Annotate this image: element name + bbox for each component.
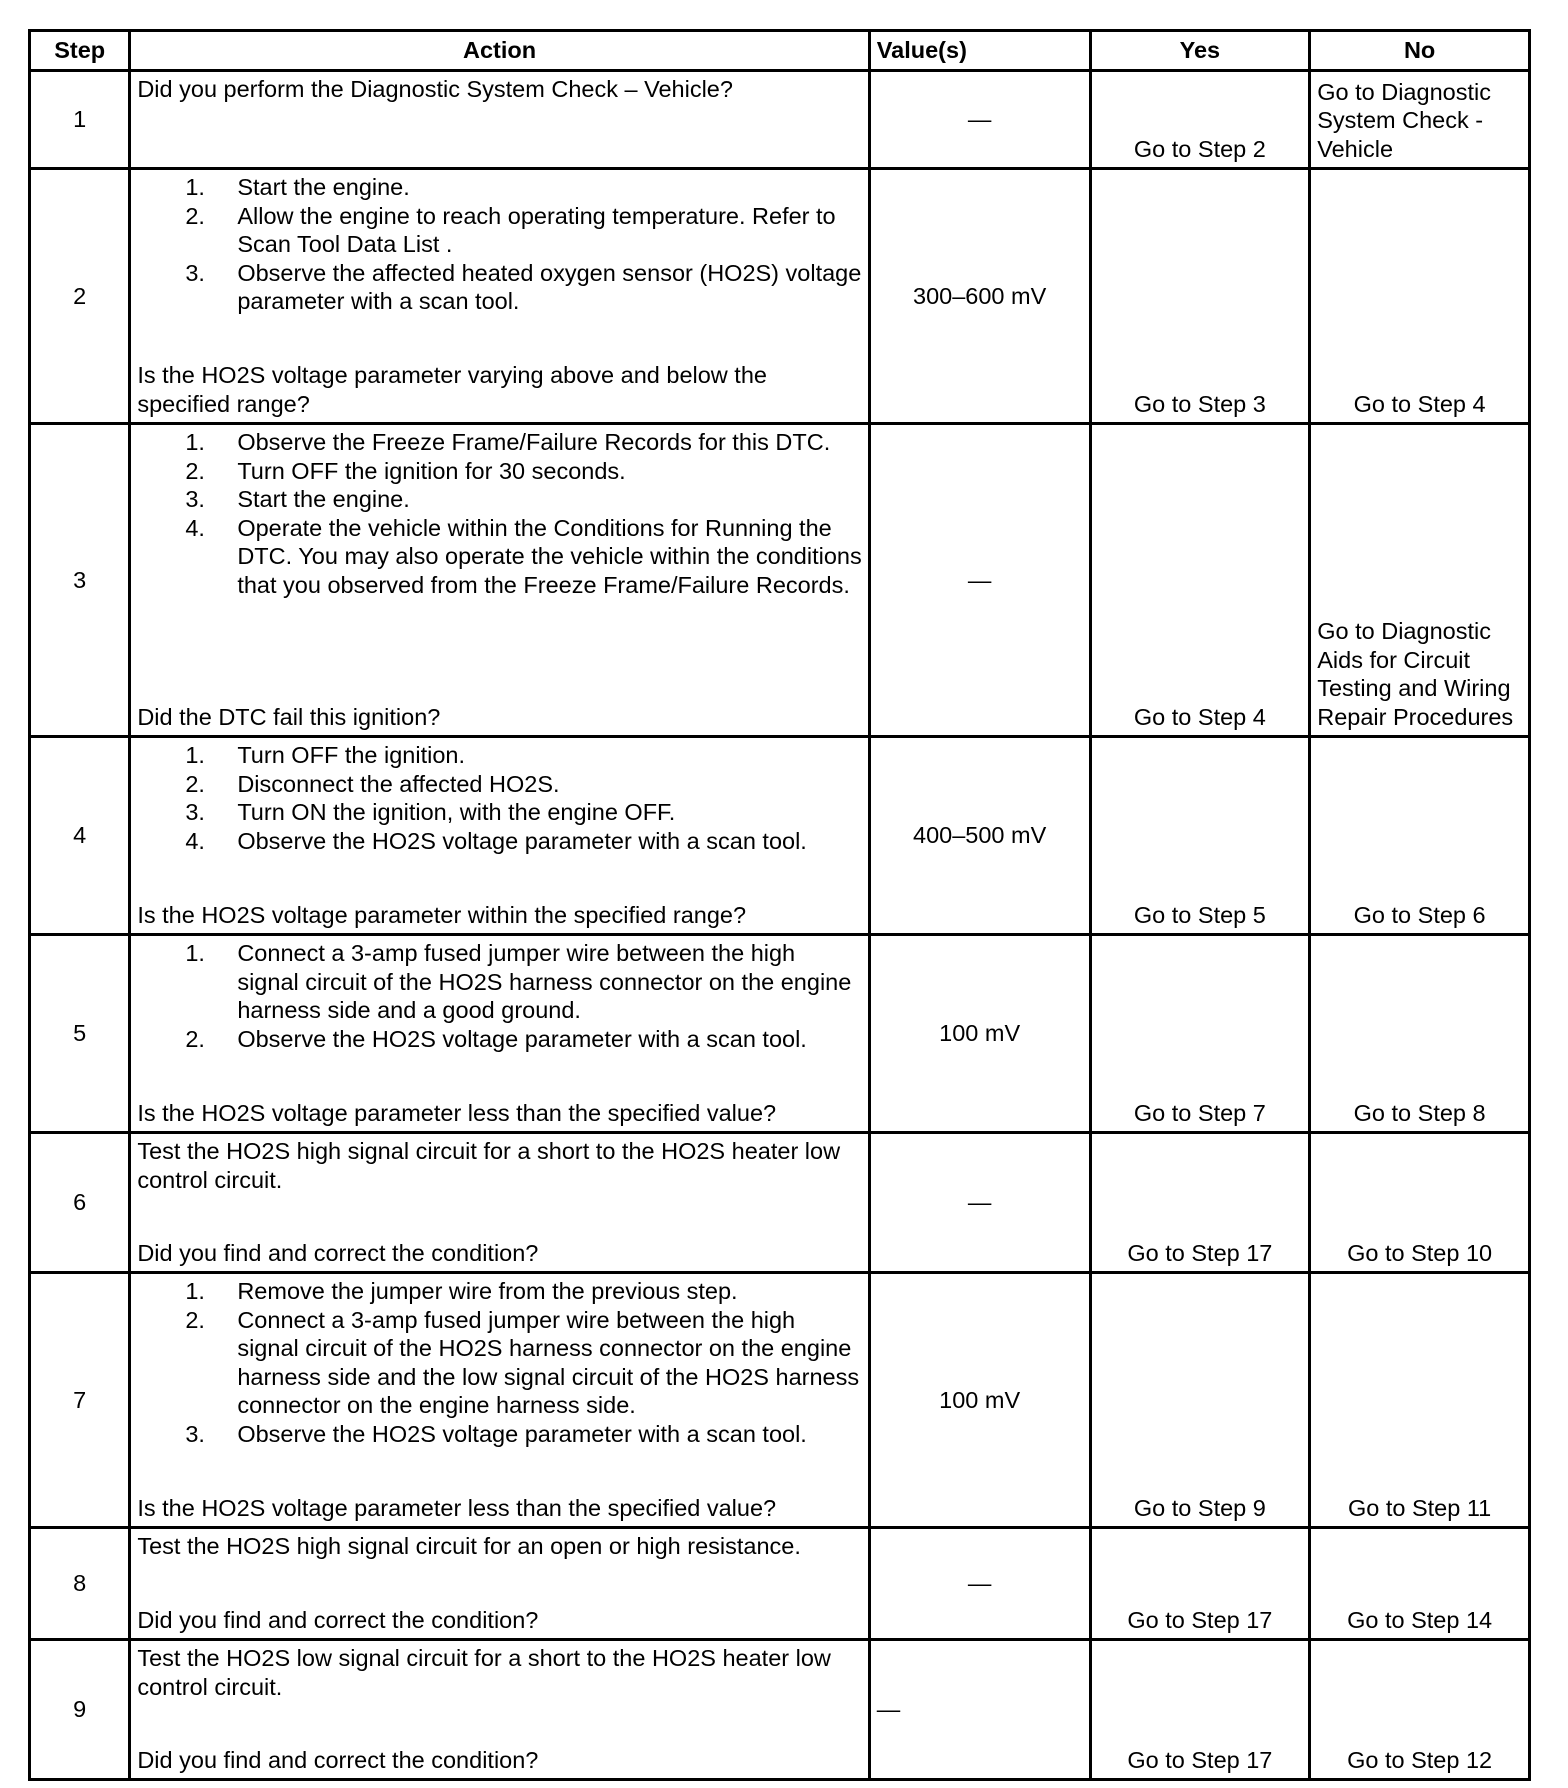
table-row	[30, 169, 1530, 424]
yes-cell: Go to Step 17	[1090, 1640, 1310, 1780]
header-values: Value(s)	[869, 31, 1090, 71]
action-steps	[137, 1277, 861, 1448]
action-cell	[130, 1640, 869, 1780]
yes-cell: Go to Step 5	[1090, 737, 1310, 935]
action-question: Is the HO2S voltage parameter less than the specified value?	[137, 1099, 777, 1126]
action-text: Did you perform the Diagnostic System Check – Vehicle?	[137, 76, 733, 102]
yes-cell: Go to Step 17	[1090, 1528, 1310, 1640]
diagnostic-table	[28, 29, 1531, 1781]
no-cell: Go to Diagnostic Aids for Circuit Testing and Wiring Repair Procedures	[1310, 424, 1530, 737]
value-cell: —	[869, 71, 1090, 169]
yes-cell: Go to Step 3	[1090, 169, 1310, 424]
step-number: 5	[30, 935, 130, 1133]
action-question: Did you find and correct the condition?	[137, 1239, 539, 1266]
action-steps	[137, 741, 861, 855]
action-step: 1. Start the engine.	[185, 174, 410, 200]
no-cell: Go to Step 6	[1310, 737, 1530, 935]
no-cell: Go to Step 14	[1310, 1528, 1530, 1640]
value-cell: 300–600 mV	[869, 169, 1090, 424]
action-steps	[137, 939, 861, 1053]
value-cell: —	[869, 1640, 1090, 1780]
action-cell	[130, 935, 869, 1133]
table-row	[30, 1133, 1530, 1273]
action-step: 1. Connect a 3-amp fused jumper wire between the high signal circuit of the HO2S harness connector on the engine harness side and a good ground.	[185, 940, 852, 1023]
step-number: 1	[30, 71, 130, 169]
header-no: No	[1310, 31, 1530, 71]
step-number: 7	[30, 1273, 130, 1528]
table-row	[30, 1528, 1530, 1640]
action-step: 3. Observe the HO2S voltage parameter with a scan tool.	[185, 1420, 807, 1447]
table-row	[30, 935, 1530, 1133]
action-text: Test the HO2S low signal circuit for a short to the HO2S heater low control circuit.	[137, 1645, 831, 1700]
action-cell	[130, 1273, 869, 1528]
value-cell: 400–500 mV	[869, 737, 1090, 935]
step-number: 9	[30, 1640, 130, 1780]
action-step: 4. Observe the HO2S voltage parameter with a scan tool.	[185, 827, 807, 854]
value-cell: 100 mV	[869, 935, 1090, 1133]
action-cell	[130, 1528, 869, 1640]
action-steps	[137, 173, 861, 316]
yes-cell: Go to Step 7	[1090, 935, 1310, 1133]
action-question: Did you find and correct the condition?	[137, 1606, 539, 1633]
table-row	[30, 1640, 1530, 1780]
no-cell: Go to Step 10	[1310, 1133, 1530, 1273]
action-step: 2. Observe the HO2S voltage parameter with a scan tool.	[185, 1025, 807, 1052]
action-step: 1. Turn OFF the ignition.	[185, 742, 466, 768]
action-step: 2. Disconnect the affected HO2S.	[185, 770, 560, 797]
action-text: Test the HO2S high signal circuit for a short to the HO2S heater low control circuit.	[137, 1138, 841, 1193]
table-row	[30, 424, 1530, 737]
action-question: Did the DTC fail this ignition?	[137, 703, 441, 730]
no-cell: Go to Diagnostic System Check - Vehicle	[1310, 71, 1530, 169]
step-number: 4	[30, 737, 130, 935]
table-row	[30, 1273, 1530, 1528]
action-cell	[130, 71, 869, 169]
action-step: 2. Allow the engine to reach operating temperature. Refer to Scan Tool Data List .	[185, 202, 836, 257]
action-step: 2. Connect a 3-amp fused jumper wire between the high signal circuit of the HO2S harness connector on the engine harness side and the low signal circuit of the HO2S harness connector on the engine harness side.	[185, 1306, 860, 1418]
action-step: 3. Start the engine.	[185, 486, 410, 512]
step-number: 3	[30, 424, 130, 737]
action-text: Test the HO2S high signal circuit for an open or high resistance.	[137, 1533, 801, 1559]
header-yes: Yes	[1090, 31, 1310, 71]
yes-cell: Go to Step 17	[1090, 1133, 1310, 1273]
value-cell: —	[869, 424, 1090, 737]
table-row	[30, 737, 1530, 935]
action-cell	[130, 169, 869, 424]
action-cell	[130, 737, 869, 935]
table-row	[30, 71, 1530, 169]
action-step: 3. Observe the affected heated oxygen sensor (HO2S) voltage parameter with a scan tool.	[185, 259, 862, 314]
action-step: 2. Turn OFF the ignition for 30 seconds.	[185, 457, 626, 484]
action-question: Is the HO2S voltage parameter within the specified range?	[137, 901, 747, 928]
action-step: 3. Turn ON the ignition, with the engine OFF.	[185, 799, 676, 825]
step-number: 2	[30, 169, 130, 424]
value-cell: —	[869, 1528, 1090, 1640]
action-cell	[130, 424, 869, 737]
action-step: 1. Remove the jumper wire from the previous step.	[185, 1278, 738, 1304]
action-cell	[130, 1133, 869, 1273]
no-cell: Go to Step 12	[1310, 1640, 1530, 1780]
action-question: Is the HO2S voltage parameter less than the specified value?	[137, 1494, 777, 1521]
action-step: 1. Observe the Freeze Frame/Failure Records for this DTC.	[185, 429, 831, 455]
action-steps	[137, 428, 861, 599]
action-question: Is the HO2S voltage parameter varying above and below the specified range?	[137, 362, 767, 417]
yes-cell: Go to Step 2	[1090, 71, 1310, 169]
step-number: 8	[30, 1528, 130, 1640]
action-step: 4. Operate the vehicle within the Conditions for Running the DTC. You may also operate the vehicle within the conditions that you observed from the Freeze Frame/Failure Records.	[185, 514, 862, 598]
header-row	[30, 31, 1530, 71]
header-action: Action	[130, 31, 869, 71]
value-cell: —	[869, 1133, 1090, 1273]
step-number: 6	[30, 1133, 130, 1273]
no-cell: Go to Step 4	[1310, 169, 1530, 424]
no-cell: Go to Step 11	[1310, 1273, 1530, 1528]
yes-cell: Go to Step 4	[1090, 424, 1310, 737]
yes-cell: Go to Step 9	[1090, 1273, 1310, 1528]
action-question: Did you find and correct the condition?	[137, 1746, 539, 1773]
value-cell: 100 mV	[869, 1273, 1090, 1528]
header-step: Step	[30, 31, 130, 71]
no-cell: Go to Step 8	[1310, 935, 1530, 1133]
